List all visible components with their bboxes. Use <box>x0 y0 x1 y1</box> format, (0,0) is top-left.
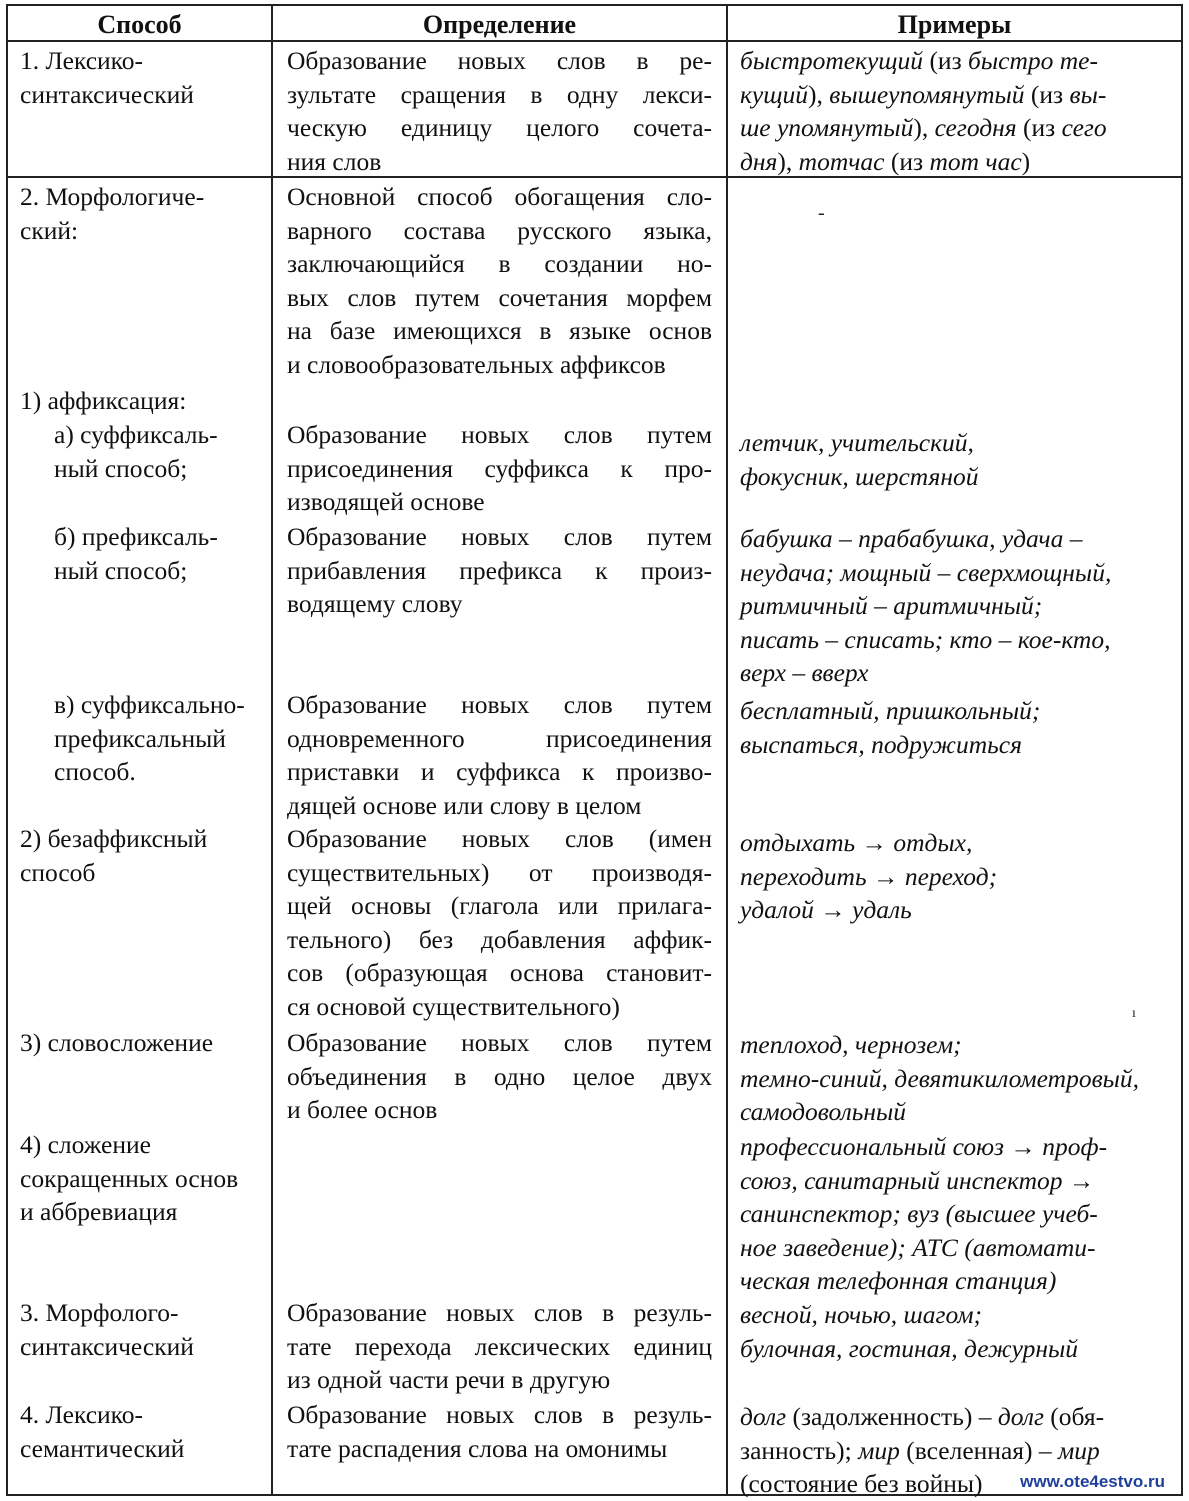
header-examples: Примеры <box>897 10 1012 39</box>
column-divider <box>271 6 273 1494</box>
method-affixation-heading: 1) аффиксация: <box>20 386 187 415</box>
method-lexico-syntactic: 1. Лексико- синтаксический <box>20 46 194 109</box>
column-divider <box>726 6 728 1494</box>
definition-morphological: Основной способ обогащения сло- варного состава русского языка, заключающийся в создании но- вых слов путем сочетания морфем на базе имеющихся в языке основ и словообразовательных аффиксов <box>287 182 712 379</box>
examples-suffixal-prefixal: бесплатный, пришкольный; выспаться, подружиться <box>740 696 1041 759</box>
method-morpho-syntactic: 3. Морфолого- синтаксический <box>20 1298 194 1361</box>
examples-prefixal: бабушка – прабабушка, удача – неудача; мощный – сверхмощный, ритмичный – аритмичный; писать – списать; кто – кое-кто, верх – вверх <box>740 524 1112 687</box>
examples-suffixal: летчик, учительский, фокусник, шерстяной <box>740 428 979 491</box>
method-suffixal-prefixal: в) суффиксально- префиксальный способ. <box>54 690 245 786</box>
watermark: www.ote4estvo.ru <box>1020 1472 1165 1491</box>
method-lexico-semantic: 4. Лексико- семантический <box>20 1400 185 1463</box>
definition-suffixal-prefixal: Образование новых слов путем одновременного присоединения приставки и суффикса к произво- дящей основе или слову в целом <box>287 690 712 820</box>
definition-zero-affix: Образование новых слов (имен существительных) от производя- щей основы (глагола или прилага- тельного) без добавления аффик- сов (образующая основа становит- ся основой существительного) <box>287 824 712 1021</box>
definition-lexico-syntactic: Образование новых слов в ре- зультате сращения в одну лекси- ческую единицу целого сочета- ния слов <box>287 46 712 176</box>
method-prefixal: б) префиксаль- ный способ; <box>54 522 218 585</box>
examples-abbreviation: профессиональный союз → проф- союз, санитарный инспектор → санинспектор; вуз (высшее учеб- ное заведение); АТС (автомати- ческая телефонная станция) <box>740 1132 1108 1295</box>
definition-lexico-semantic: Образование новых слов в резуль- тате распадения слова на омонимы <box>287 1400 712 1463</box>
examples-lexico-semantic: долг (задолженность) – долг (обя- занность); мир (вселенная) – мир (состояние без войны) <box>740 1402 1105 1498</box>
header-definition: Определение <box>422 10 577 39</box>
definition-morpho-syntactic: Образование новых слов в резуль- тате перехода лексических единиц из одной части речи в другую <box>287 1298 712 1394</box>
definition-compounding: Образование новых слов путем объединения в одно целое двух и более основ <box>287 1028 712 1124</box>
examples-compounding: теплоход, чернозем; темно-синий, девятикилометровый, самодовольный <box>740 1030 1140 1126</box>
examples-lexico-syntactic: быстротекущий (из быстро те- кущий), вышеупомянутый (из вы- ше упомянутый), сегодня (из сего дня), тотчас (из тот час) <box>740 46 1107 176</box>
scan-mark: ı <box>1132 1006 1136 1021</box>
examples-zero-affix: отдыхать → отдых, переходить → переход; удалой → удаль <box>740 828 998 924</box>
scan-mark: - <box>818 202 825 224</box>
word-formation-table <box>6 4 1183 1496</box>
definition-prefixal: Образование новых слов путем прибавления префикса к произ- водящему слову <box>287 522 712 618</box>
header-method: Способ <box>97 10 182 39</box>
method-abbreviation: 4) сложение сокращенных основ и аббревиация <box>20 1130 239 1226</box>
method-zero-affix: 2) безаффиксный способ <box>20 824 208 887</box>
method-compounding: 3) словосложение <box>20 1028 214 1057</box>
definition-suffixal: Образование новых слов путем присоединения суффикса к про- изводящей основе <box>287 420 712 516</box>
method-morphological: 2. Морфологиче- ский: <box>20 182 205 245</box>
examples-morpho-syntactic: весной, ночью, шагом; булочная, гостиная, дежурный <box>740 1300 1079 1363</box>
method-suffixal: а) суффиксаль- ный способ; <box>54 420 218 483</box>
